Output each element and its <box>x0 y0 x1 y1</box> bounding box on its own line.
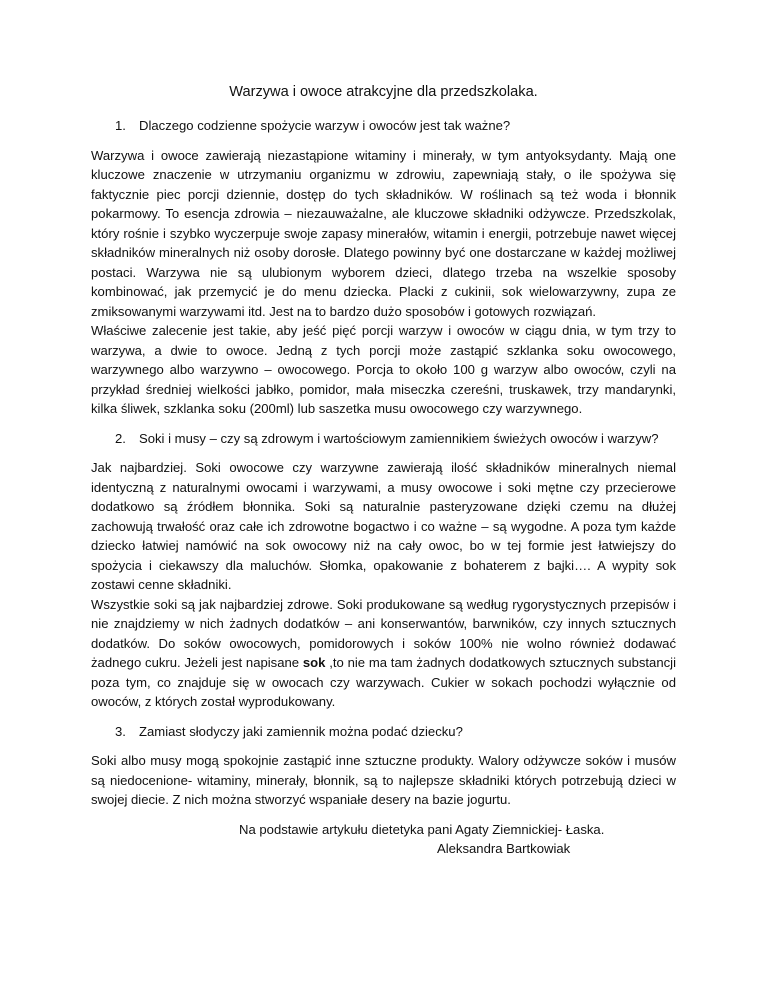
document-title: Warzywa i owoce atrakcyjne dla przedszkolaka. <box>229 84 538 100</box>
question-text: Soki i musy – czy są zdrowym i wartościowym zamiennikiem świeżych owoców i warzyw? <box>139 430 659 446</box>
answer-1 <box>91 146 676 419</box>
question-number: 1. <box>115 118 126 133</box>
paragraph: Właściwe zalecenie jest takie, aby jeść pięć porcji warzyw i owoców w ciągu dnia, w tym trzy to warzywa, a dwie to owoce. Jedną z tych porcji może zastąpić szklanka soku owocowego, warzywnego albo warzywno – owocowego. Porcja to około 100 g warzyw albo owoców, czyli na przykład średniej wielkości jabłko, pomidor, mała miseczka czereśni, truskawek, trzy mandarynki, kilka śliwek, szklanka soku (200ml) lub saszetka musu owocowego czy warzywnego. <box>91 323 676 416</box>
author-name: Aleksandra Bartkowiak <box>437 840 571 856</box>
paragraph <box>91 595 676 712</box>
question-2 <box>91 429 676 449</box>
source-line: Na podstawie artykułu dietetyka pani Agaty Ziemnickiej- Łaska. <box>239 821 605 837</box>
question-text: Zamiast słodyczy jaki zamiennik można podać dziecku? <box>139 723 463 739</box>
paragraph: Warzywa i owoce zawierają niezastąpione witaminy i minerały, w tym antyoksydanty. Mają one kluczowe znaczenie w utrzymaniu organizmu w zdrowiu, zapewniają stały, o ile spożywa się faktycznie piec porcji dziennie, dostęp do tych składników. W roślinach są też woda i błonnik pokarmowy. To esencja zdrowia – niezauważalne, ale kluczowe składniki odżywcze. Przedszkolak, który rośnie i szybko wyczerpuje swoje zapasy minerałów, witamin i energii, potrzebuje nawet więcej składników mineralnych niż osoby dorosłe. Dlatego powinny być one dostarczane w każdej możliwej postaci. Warzywa nie są ulubionym wyborem dzieci, dlatego trzeba na wszelkie sposoby kombinować, jak przemycić je do menu dziecka. Placki z cukinii, sok wielowarzywny, zupa ze zmiksowanymi warzywami itd. Jest na to bardzo dużo sposobów i gotowych rozwiązań. <box>91 147 676 319</box>
paragraph-text: Wszystkie soki są jak najbardziej zdrowe. Soki produkowane są według rygorystycznych przepisów i nie znajdziemy w nich żadnych dodatków – ani konserwantów, barwników, czy innych sztucznych dodatków. Do soków owocowych, pomidorowych i soków 100% nie wolno również dodawać żadnego cukru. Jeżeli jest napisane <box>91 596 676 670</box>
question-3 <box>91 722 676 742</box>
question-number: 3. <box>115 723 126 739</box>
source-attribution <box>91 820 676 858</box>
paragraph: Soki albo musy mogą spokojnie zastąpić inne sztuczne produkty. Walory odżywcze soków i musów są niedocenione- witaminy, minerały, błonnik, są to najlepsze składniki których potrzebują dzieci w swojej diecie. Z nich można stworzyć wspaniałe desery na bazie jogurtu. <box>91 753 676 807</box>
paragraph: Jak najbardziej. Soki owocowe czy warzywne zawierają ilość składników mineralnych niemal identyczną z naturalnymi owocami i warzywami, a musy owocowe i soki mętne czy przecierowe dodatkowo są źródłem błonnika. Soki są naturalnie pasteryzowane dzięki czemu na dłużej zachowują trwałość oraz całe ich zdrowotne bogactwo i co ważne – są wygodne. A poza tym każde dziecko łatwiej namówić na sok owocowy niż na cały owoc, bo w tej formie jest łatwiejszy do spożycia i ciekawszy dla maluchów. Słomka, opakowanie z bohaterem z bajki…. A wypity sok zostawi cenne składniki. <box>91 460 676 592</box>
answer-2 <box>91 458 676 712</box>
paragraph-text: ,to nie ma tam żadnych dodatkowych sztucznych substancji poza tym, co znajduje się w owocach czy warzywach. Cukier w sokach pochodzi wyłącznie od owoców, z których został wyprodukowany. <box>91 655 676 709</box>
question-text: Dlaczego codzienne spożycie warzyw i owoców jest tak ważne? <box>139 118 511 133</box>
answer-3 <box>91 751 676 810</box>
question-number: 2. <box>115 430 126 446</box>
question-1 <box>91 116 676 136</box>
bold-word-sok: sok <box>302 655 326 670</box>
